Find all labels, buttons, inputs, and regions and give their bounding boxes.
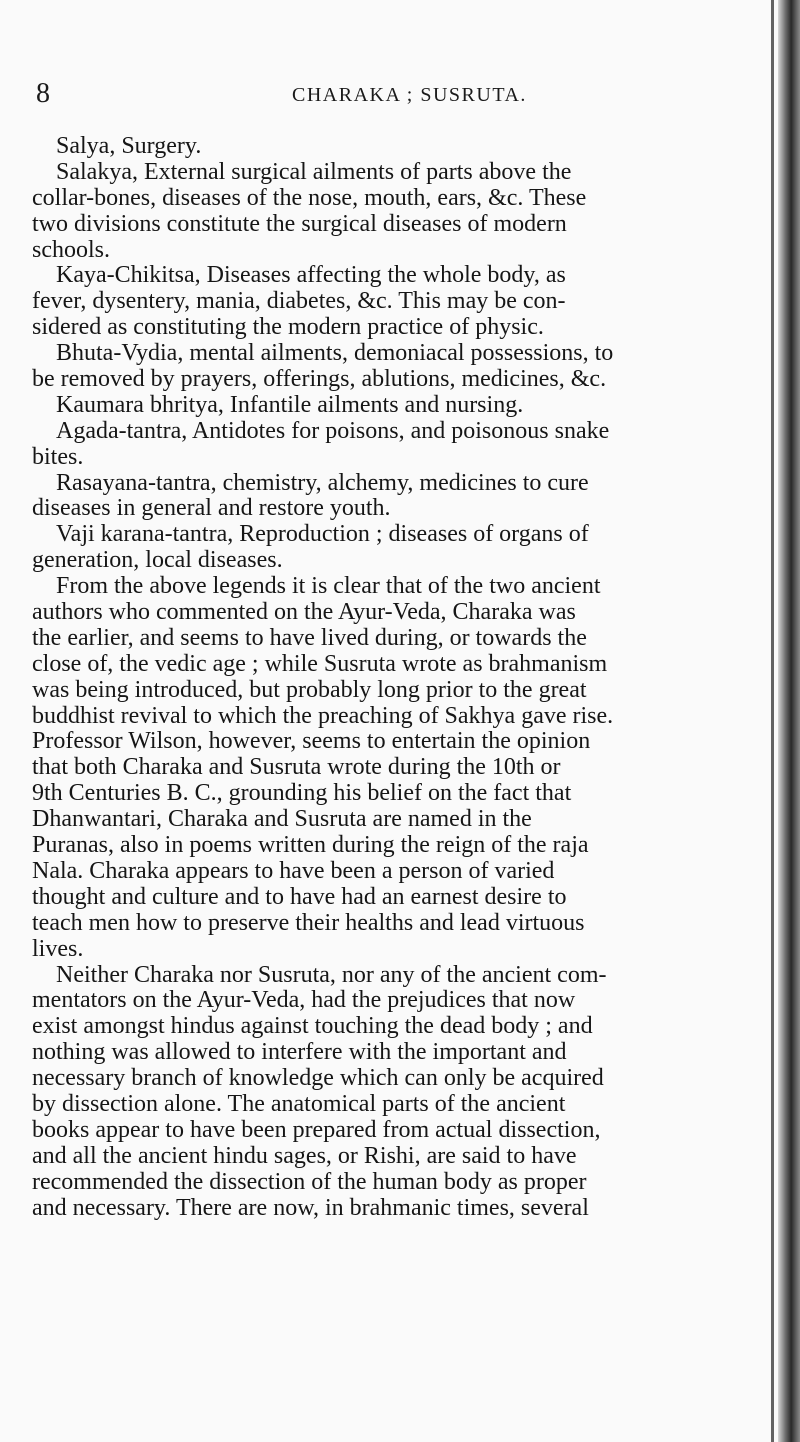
text-line: Rasayana-tantra, chemistry, alchemy, medicines to cure <box>56 470 589 496</box>
paragraph <box>32 341 772 393</box>
text-line: authors who commented on the Ayur-Veda, Charaka was <box>32 600 576 626</box>
paragraph <box>32 263 772 341</box>
text-line: recommended the dissection of the human body as proper <box>32 1169 587 1195</box>
text-line: sidered as constituting the modern practice of physic. <box>32 315 544 341</box>
paragraph <box>32 393 772 419</box>
paragraph <box>32 522 772 574</box>
text-line: diseases in general and restore youth. <box>32 496 391 522</box>
text-line: close of, the vedic age ; while Susruta wrote as brahmanism <box>32 651 608 677</box>
text-line: Neither Charaka nor Susruta, nor any of the ancient com- <box>56 962 607 988</box>
text-line: and all the ancient hindu sages, or Rishi, are said to have <box>32 1143 577 1169</box>
text-line: thought and culture and to have had an earnest desire to <box>32 884 567 910</box>
text-line: bites. <box>32 444 84 470</box>
text-line: mentators on the Ayur-Veda, had the prejudices that now <box>32 988 576 1014</box>
text-line: generation, local diseases. <box>32 548 283 574</box>
text-line: Agada-tantra, Antidotes for poisons, and poisonous snake <box>56 418 610 444</box>
text-line: schools. <box>32 237 110 263</box>
text-line: Nala. Charaka appears to have been a person of varied <box>32 858 555 884</box>
book-spine-edge <box>778 0 800 1442</box>
paragraph <box>32 134 772 263</box>
text-line: and necessary. There are now, in brahmanic times, several <box>32 1195 589 1221</box>
paragraph <box>32 471 772 523</box>
text-line: Puranas, also in poems written during the reign of the raja <box>32 833 589 859</box>
text-line: 9th Centuries B. C., grounding his belief on the fact that <box>32 781 572 807</box>
text-line: nothing was allowed to interfere with the important and <box>32 1040 567 1066</box>
text-line: collar-bones, diseases of the nose, mouth, ears, &c. These <box>32 185 587 211</box>
text-line: Bhuta-Vydia, mental ailments, demoniacal possessions, to <box>56 341 614 367</box>
text-line: Salakya, External surgical ailments of parts above the <box>56 159 572 185</box>
text-line: necessary branch of knowledge which can only be acquired <box>32 1066 604 1092</box>
text-line: Dhanwantari, Charaka and Susruta are named in the <box>32 807 532 833</box>
text-line: Vaji karana-tantra, Reproduction ; diseases of organs of <box>56 522 589 548</box>
text-line: was being introduced, but probably long prior to the great <box>32 677 587 703</box>
text-line: by dissection alone. The anatomical parts of the ancient <box>32 1091 566 1117</box>
body-text <box>32 134 772 1221</box>
text-line: fever, dysentery, mania, diabetes, &c. This may be con- <box>32 289 566 315</box>
text-line: buddhist revival to which the preaching of Sakhya gave rise. <box>32 703 614 729</box>
text-line: Professor Wilson, however, seems to entertain the opinion <box>32 729 591 755</box>
text-line: the earlier, and seems to have lived during, or towards the <box>32 625 587 651</box>
paragraph <box>32 963 772 1222</box>
text-line: two divisions constitute the surgical diseases of modern <box>32 211 567 237</box>
paragraph <box>32 419 772 471</box>
page-number: 8 <box>36 78 50 109</box>
text-line: Salya, Surgery. <box>56 134 202 159</box>
text-line: Kaya-Chikitsa, Diseases affecting the whole body, as <box>56 263 566 289</box>
text-line: From the above legends it is clear that of the two ancient <box>56 574 601 600</box>
paragraph <box>32 574 772 962</box>
text-line: Kaumara bhritya, Infantile ailments and nursing. <box>56 392 524 418</box>
running-header <box>36 78 760 112</box>
text-line: be removed by prayers, offerings, ablutions, medicines, &c. <box>32 367 607 393</box>
text-line: exist amongst hindus against touching the dead body ; and <box>32 1014 593 1040</box>
text-line: teach men how to preserve their healths and lead virtuous <box>32 910 585 936</box>
running-title: CHARAKA ; SUSRUTA. <box>292 84 527 106</box>
text-line: lives. <box>32 936 84 962</box>
text-line: that both Charaka and Susruta wrote during the 10th or <box>32 755 561 781</box>
text-line: books appear to have been prepared from actual dissection, <box>32 1117 601 1143</box>
page-gutter-shadow <box>771 0 774 1442</box>
